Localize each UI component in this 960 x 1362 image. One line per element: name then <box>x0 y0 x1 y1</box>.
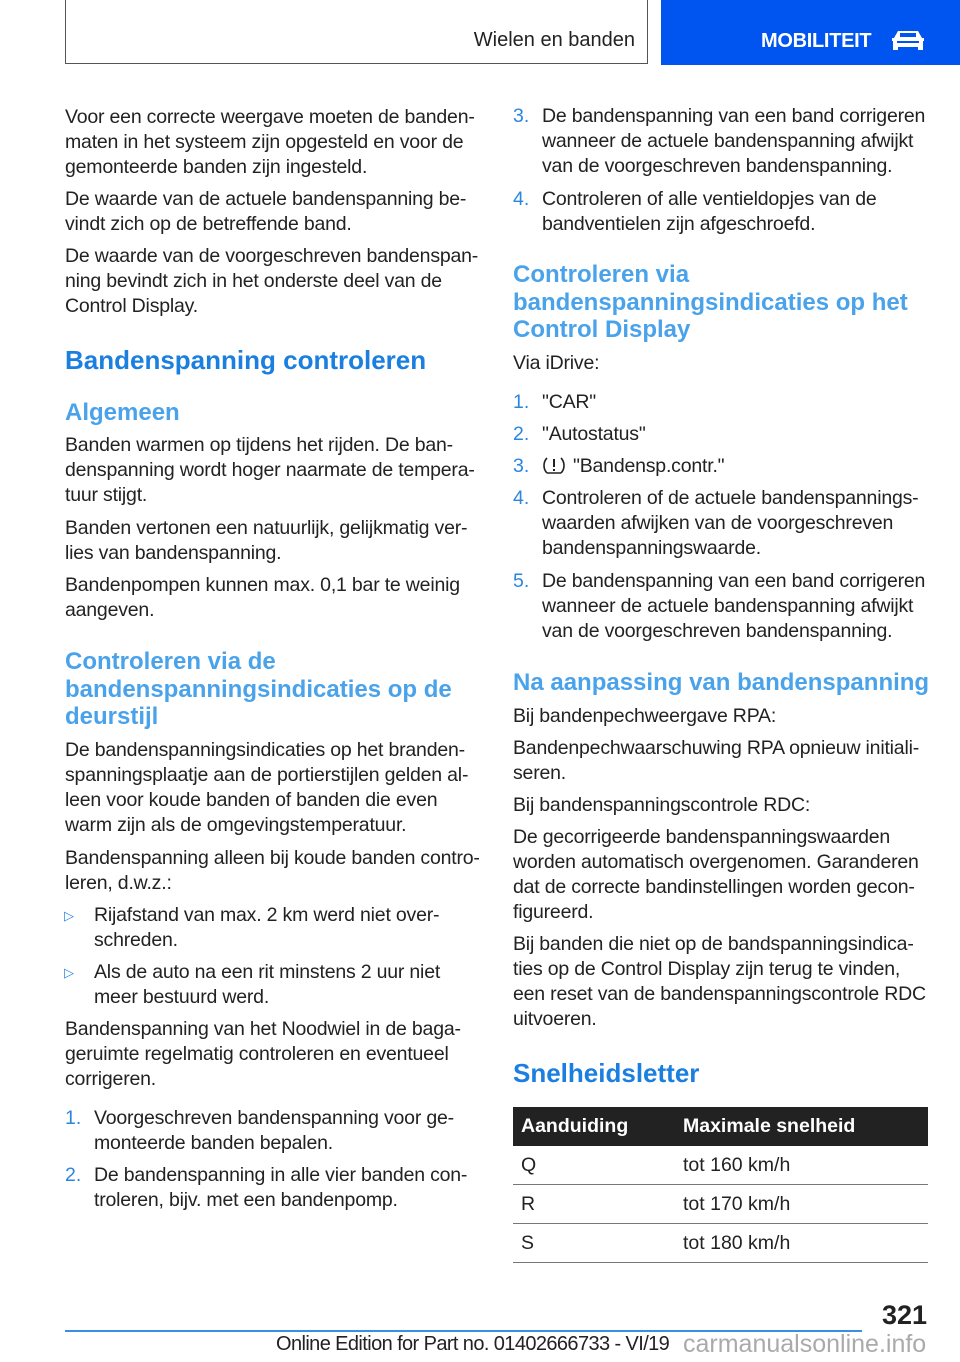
paragraph-line: Bandenpechwaarschuwing RPA opnieuw initiali- <box>513 736 920 759</box>
list-item-text: monteerde banden bepalen. <box>94 1131 333 1154</box>
paragraph-line: geruimte regelmatig controleren en eventueel <box>65 1042 449 1065</box>
watermark: carmanualsonline.info <box>683 1330 927 1358</box>
paragraph-line: De bandenspanningsindicaties op het branden- <box>65 738 465 761</box>
paragraph-line: Bandenspanning alleen bij koude banden contro- <box>65 846 480 869</box>
list-item-text: De bandenspanning van een band corrigeren <box>542 104 926 127</box>
list-number: 2. <box>65 1163 82 1186</box>
list-item-text: "CAR" <box>542 390 597 413</box>
paragraph-line: seren. <box>513 761 566 784</box>
table-row <box>513 1185 928 1224</box>
section-heading: Bandenspanning controleren <box>65 345 427 375</box>
edition-text: Online Edition for Part no. 01402666733 - VI/19 <box>276 1333 670 1355</box>
list-item-text: schreden. <box>94 928 178 951</box>
paragraph-line: denspanning wordt hoger naarmate de tempera- <box>65 458 475 481</box>
paragraph-line: De waarde van de actuele bandenspanning be- <box>65 187 467 210</box>
paragraph-line: vindt zich op de betreffende band. <box>65 212 352 235</box>
list-number: 4. <box>513 486 530 509</box>
list-item-text: bandenspanningswaarde. <box>542 537 761 560</box>
table-cell: tot 170 km/h <box>675 1185 928 1224</box>
subsection-heading: Controleren via <box>513 261 690 289</box>
list-item-text: De bandenspanning in alle vier banden con- <box>94 1163 468 1186</box>
list-item-text: bandventielen zijn afgeschroefd. <box>542 212 816 235</box>
section-header <box>65 0 648 64</box>
list-item-text: troleren, bijv. met een bandenpomp. <box>94 1188 398 1211</box>
list-item-text: meer bestuurd werd. <box>94 985 270 1008</box>
paragraph-line: aangeven. <box>65 598 155 621</box>
paragraph-line: gemonteerde banden zijn ingesteld. <box>65 156 368 179</box>
subsection-heading: Control Display <box>513 316 691 344</box>
paragraph-line: leren, d.w.z.: <box>65 871 172 894</box>
paragraph-line: corrigeren. <box>65 1068 157 1091</box>
paragraph-line: figureerd. <box>513 901 594 924</box>
table-cell: tot 160 km/h <box>675 1146 928 1185</box>
page-number: 321 <box>882 1300 928 1330</box>
paragraph-line: tuur stijgt. <box>65 484 148 507</box>
paragraph-line: Bij banden die niet op de bandspanningsindica- <box>513 932 914 955</box>
table-cell: Q <box>513 1146 675 1185</box>
paragraph-line: De waarde van de voorgeschreven bandenspan- <box>65 244 479 267</box>
table-header: Aanduiding <box>513 1107 675 1146</box>
list-number: 1. <box>513 390 530 413</box>
list-item-text: van de voorgeschreven bandenspanning. <box>542 155 893 178</box>
list-item-text: Als de auto na een rit minstens 2 uur niet <box>94 960 441 983</box>
tire-pressure-warning-icon <box>542 455 566 482</box>
paragraph-line: spanningsplaatje aan de portierstijlen gelden al- <box>65 763 469 786</box>
paragraph-line: worden automatisch overgenomen. Garanderen <box>513 850 919 873</box>
car-icon <box>891 28 925 52</box>
subsection-heading: Na aanpassing van bandenspanning <box>513 669 930 697</box>
list-item-text: Rijafstand van max. 2 km werd niet over- <box>94 903 440 926</box>
paragraph-line: Bij bandenspanningscontrole RDC: <box>513 793 811 816</box>
list-number: 2. <box>513 422 530 445</box>
table-row <box>513 1146 928 1185</box>
paragraph-line: ning bevindt zich in het onderste deel van de <box>65 269 442 292</box>
list-item-text: wanneer de actuele bandenspanning afwijkt <box>542 129 914 152</box>
bullet-icon: ▷ <box>64 964 74 980</box>
bullet-icon: ▷ <box>64 907 74 923</box>
paragraph-line: warm zijn als de omgevingstemperatuur. <box>65 814 407 837</box>
paragraph-line: ties op de Control Display zijn terug te vinden, <box>513 957 901 980</box>
table-header: Maximale snelheid <box>675 1107 928 1146</box>
table-cell: S <box>513 1224 675 1263</box>
paragraph-line: uitvoeren. <box>513 1008 597 1031</box>
table-cell: tot 180 km/h <box>675 1224 928 1263</box>
chapter-title: MOBILITEIT <box>761 30 872 52</box>
paragraph-line: Banden vertonen een natuurlijk, gelijkmatig ver- <box>65 516 468 539</box>
list-item-text: "Autostatus" <box>542 422 646 445</box>
list-number: 3. <box>513 454 530 477</box>
section-heading: Snelheidsletter <box>513 1058 700 1088</box>
paragraph-line: Banden warmen op tijdens het rijden. De ban- <box>65 433 453 456</box>
paragraph-line: Control Display. <box>65 295 198 318</box>
paragraph-line: dat de correcte bandinstellingen worden gecon- <box>513 876 915 899</box>
paragraph-line: leen voor koude banden of banden die even <box>65 789 438 812</box>
paragraph-line: Bandenpompen kunnen max. 0,1 bar te weinig <box>65 573 460 596</box>
list-number: 4. <box>513 187 530 210</box>
subsection-heading: bandenspanningsindicaties op de <box>65 675 452 703</box>
list-item-text: waarden afwijken van de voorgeschreven <box>542 511 894 534</box>
speed-rating-table <box>513 1107 928 1263</box>
paragraph-line: Voor een correcte weergave moeten de banden- <box>65 105 475 128</box>
paragraph-line: Via iDrive: <box>513 351 600 374</box>
chapter-tab[interactable] <box>661 0 960 65</box>
list-number: 1. <box>65 1106 82 1129</box>
list-item-text: van de voorgeschreven bandenspanning. <box>542 620 893 643</box>
list-item-text: De bandenspanning van een band corrigeren <box>542 569 926 592</box>
paragraph-line: Bandenspanning van het Noodwiel in de baga- <box>65 1017 461 1040</box>
paragraph-line: lies van bandenspanning. <box>65 541 282 564</box>
list-number: 5. <box>513 569 530 592</box>
paragraph-line: een reset van de bandenspanningscontrole RDC <box>513 983 926 1006</box>
subsection-heading: Algemeen <box>65 399 180 427</box>
table-cell: R <box>513 1185 675 1224</box>
list-item-text: Controleren of alle ventieldopjes van de <box>542 187 877 210</box>
list-item-text: Controleren of de actuele bandenspannings- <box>542 486 919 509</box>
list-item-text: "Bandensp.contr." <box>573 454 725 477</box>
list-item-text: wanneer de actuele bandenspanning afwijkt <box>542 594 914 617</box>
paragraph-line: Bij bandenpechweergave RPA: <box>513 704 777 727</box>
table-row <box>513 1224 928 1263</box>
subsection-heading: bandenspanningsindicaties op het <box>513 288 908 316</box>
list-item-text: Voorgeschreven bandenspanning voor ge- <box>94 1106 454 1129</box>
subsection-heading: deurstijl <box>65 703 159 731</box>
subsection-heading: Controleren via de <box>65 648 276 676</box>
section-title: Wielen en banden <box>473 29 635 51</box>
list-number: 3. <box>513 104 530 127</box>
paragraph-line: De gecorrigeerde bandenspanningswaarden <box>513 825 891 848</box>
paragraph-line: maten in het systeem zijn opgesteld en voor de <box>65 130 464 153</box>
